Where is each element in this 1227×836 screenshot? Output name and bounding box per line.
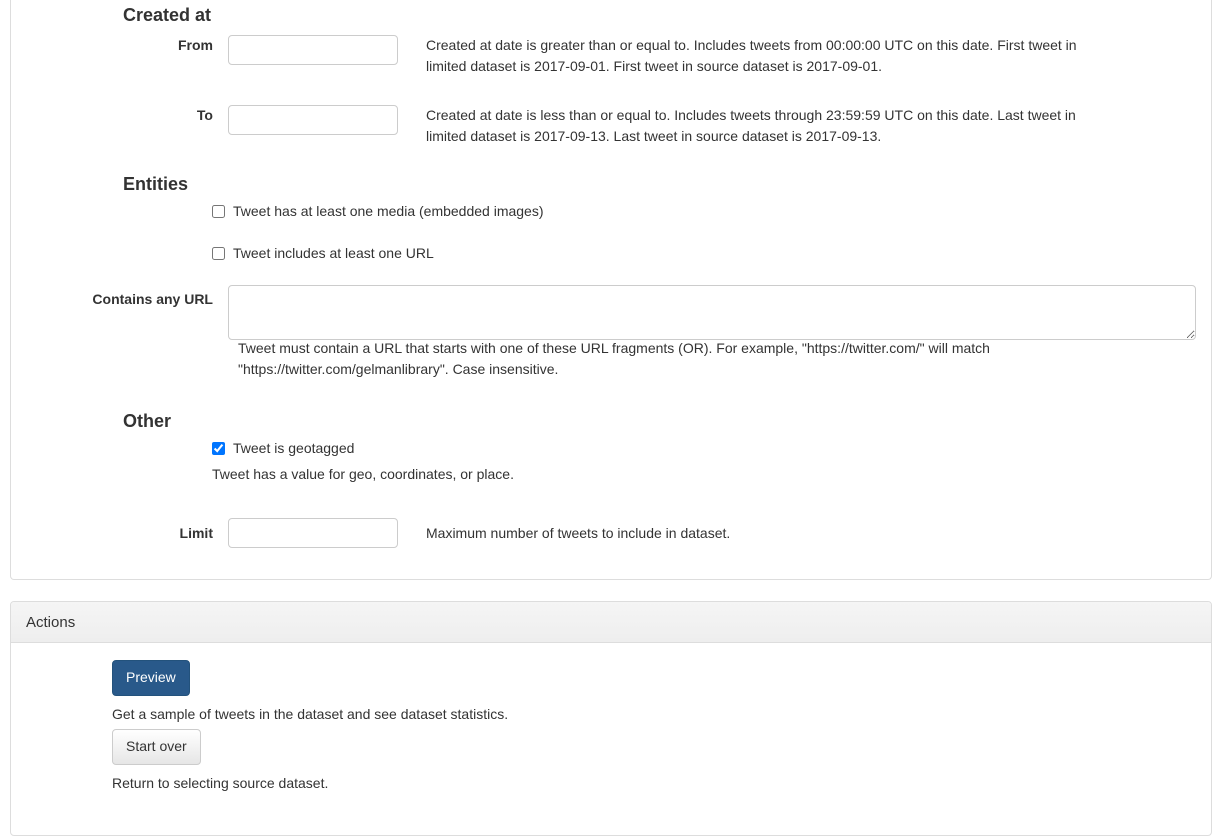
filters-panel xyxy=(10,0,1212,580)
contains-any-url-label: Contains any URL xyxy=(92,291,213,307)
created-at-to-label: To xyxy=(196,107,213,123)
other-section-title-row xyxy=(123,411,171,432)
actions-panel-heading xyxy=(11,602,1211,643)
contains-any-url-row xyxy=(51,285,1211,340)
start-over-description: Return to selecting source dataset. xyxy=(112,775,329,791)
geotagged-checkbox-row[interactable] xyxy=(212,440,354,456)
created-at-from-label: From xyxy=(178,37,213,53)
has-url-checkbox-row[interactable] xyxy=(212,245,434,261)
created-at-title: Created at xyxy=(123,5,212,25)
limit-row xyxy=(51,518,1201,548)
limit-label: Limit xyxy=(179,525,213,541)
has-media-checkbox[interactable] xyxy=(212,205,225,218)
preview-button[interactable]: Preview xyxy=(112,660,190,696)
has-media-checkbox-row[interactable] xyxy=(212,203,544,219)
geotagged-checkbox[interactable] xyxy=(212,442,225,455)
contains-any-url-help: Tweet must contain a URL that starts with one of these URL fragments (OR). For example, "https://twitter.com/" will match "https://twitter.com/gelmanlibrary". Case insensitive. xyxy=(238,340,990,377)
limit-help: Maximum number of tweets to include in dataset. xyxy=(426,525,731,541)
start-over-button[interactable]: Start over xyxy=(112,729,201,765)
actions-panel xyxy=(10,601,1212,836)
has-url-label: Tweet includes at least one URL xyxy=(233,245,434,261)
limit-input[interactable] xyxy=(228,518,398,548)
created-at-to-row xyxy=(51,105,1201,147)
created-at-from-row xyxy=(51,35,1201,77)
created-at-from-input[interactable] xyxy=(228,35,398,65)
other-title: Other xyxy=(123,411,172,431)
contains-any-url-input[interactable] xyxy=(228,285,1196,340)
created-at-to-help: Created at date is less than or equal to. Includes tweets through 23:59:59 UTC on this date. Last tweet in limited dataset is 2017-09-13. Last tweet in source dataset is 2017-09-13. xyxy=(426,107,1076,144)
created-at-section-title-row xyxy=(123,5,211,26)
geotagged-label: Tweet is geotagged xyxy=(233,440,355,456)
entities-title: Entities xyxy=(123,174,189,194)
created-at-to-input[interactable] xyxy=(228,105,398,135)
has-media-label: Tweet has at least one media (embedded images) xyxy=(233,203,544,219)
has-url-checkbox[interactable] xyxy=(212,247,225,260)
preview-description: Get a sample of tweets in the dataset and see dataset statistics. xyxy=(112,706,509,722)
created-at-from-help: Created at date is greater than or equal to. Includes tweets from 00:00:00 UTC on this date. First tweet in limited dataset is 2017-09-01. First tweet in source dataset is 2017-09-01. xyxy=(426,37,1077,74)
actions-heading-label: Actions xyxy=(26,613,76,631)
geotagged-help: Tweet has a value for geo, coordinates, or place. xyxy=(212,466,514,482)
entities-section-title-row xyxy=(123,174,188,195)
